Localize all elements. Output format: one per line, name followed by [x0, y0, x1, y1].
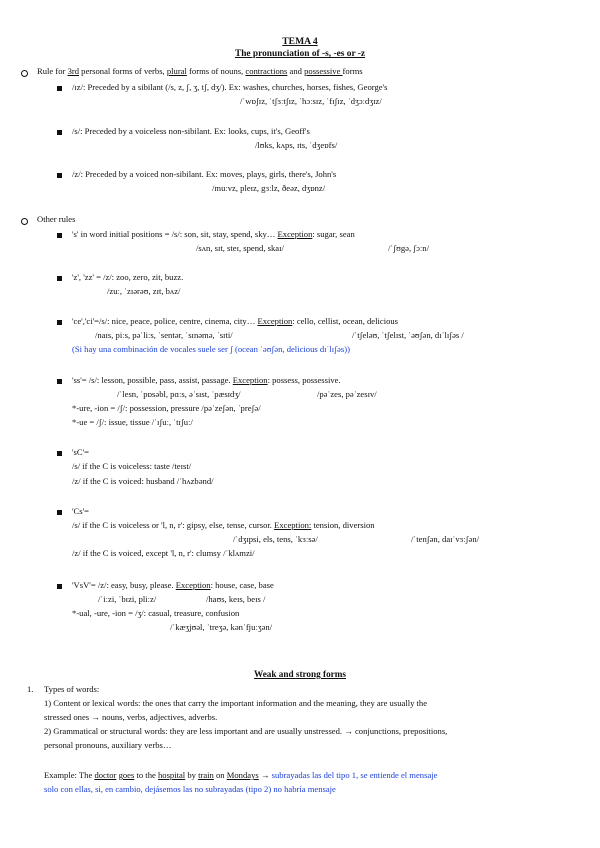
rule-vsv-sub: *-ual, -ure, -ion = /ʒ/: casual, treasure, confusion	[72, 608, 240, 618]
rule-ce-ci-exception-ipa: /ˈtʃeləʊ, ˈtʃelɪst, ˈəʊʃən, dɪˈlɪʃəs /	[352, 330, 464, 340]
circle-bullet-icon	[21, 218, 28, 225]
page-title: TEMA 4	[282, 36, 318, 47]
types-of-words: Types of words:	[44, 684, 100, 694]
rule-sc-voiceless: /s/ if the C is voiceless: taste /teɪst/	[72, 461, 192, 471]
s-ipa: /lʊks, kʌps, ɪts, ˈdʒeɒfs/	[255, 140, 338, 150]
rule-intro: Rule for 3rd personal forms of verbs, plural forms of nouns, contractions and possessive forms	[37, 66, 363, 76]
rule-cs-ipa: /ˈdʒɪpsi, els, tens, ˈkɜːsə/	[233, 534, 318, 544]
z-ipa: /muːvz, pleɪz, gɜːlz, ðeəz, dʒɒnz/	[212, 183, 326, 193]
square-bullet-icon	[57, 233, 62, 238]
page-subtitle: The pronunciation of -s, -es or -z	[234, 49, 366, 59]
rule-initial-s: 's' in word initial positions = /s/: son, sit, stay, spend, sky… Exception: sugar, sean	[72, 229, 355, 239]
iz-rule: /ɪz/: Preceded by a sibilant (/s, z, ʃ, ʒ, tʃ, dʒ/). Ex: washes, churches, horses, fishes, George's	[72, 82, 388, 92]
rule-ce-ci-note: (Si hay una combinación de vocales suele ser ʃ (ocean ˈəʊʃən, delicious dɪˈlɪʃəs))	[72, 344, 350, 354]
square-bullet-icon	[57, 86, 62, 91]
rule-ss-exception-ipa: /pəˈzes, pəˈzesɪv/	[317, 389, 377, 399]
content-words-line1: 1) Content or lexical words: the ones that carry the important information and the meaning, they are usually the	[44, 698, 428, 708]
square-bullet-icon	[57, 379, 62, 384]
square-bullet-icon	[57, 130, 62, 135]
iz-ipa: /ˈwɒʃɪz, ˈtʃɜːtʃɪz, ˈhɔːsɪz, ˈfɪʃɪz, ˈdʒɔːdʒɪz/	[240, 96, 382, 106]
square-bullet-icon	[57, 276, 62, 281]
circle-bullet-icon	[21, 70, 28, 77]
rule-initial-s-exception-ipa: /ˈʃʊgə, ʃɔːn/	[388, 243, 429, 253]
example-sentence: Example: The doctor goes to the hospital by train on Mondays → subrayadas las del tipo 1, se entiende el mensaje	[44, 770, 438, 780]
rule-ss-sub-ure-ion: *-ure, -ion = /ʃ/: possession, pressure /pəˈzeʃən, ˈpreʃə/	[72, 403, 261, 413]
rule-vsv-sub-ipa: /ˈkæʒjʊəl, ˈtreʒə, kənˈfjuːʒən/	[170, 622, 273, 632]
rule-vsv: 'VsV'= /z/: easy, busy, please. Exception: house, case, base	[72, 580, 274, 590]
example-explanation: solo con ellas, si, en cambio, dejásemos las no subrayadas (tipo 2) no habría mensaje	[44, 784, 336, 794]
rule-cs-exception-ipa: /ˈtenʃən, daɪˈvɜːʃən/	[411, 534, 480, 544]
rule-z-ipa: /zuː, ˈzɪərəʊ, zɪt, bʌz/	[107, 286, 181, 296]
square-bullet-icon	[57, 451, 62, 456]
rule-ss-sub-ue: *-ue = /ʃ/: issue, tissue /ˈɪʃuː, ˈtɪʃuː/	[72, 417, 193, 427]
rule-z: 'z', 'zz' = /z/: zoo, zero, zit, buzz.	[72, 272, 184, 282]
square-bullet-icon	[57, 320, 62, 325]
square-bullet-icon	[57, 173, 62, 178]
rule-cs: 'Cs'=	[72, 506, 90, 516]
grammatical-words-line2: personal pronouns, auxiliary verbs…	[44, 740, 172, 750]
rule-ss: 'ss'= /s/: lesson, possible, pass, assist, passage. Exception: possess, possessive.	[72, 375, 341, 385]
rule-ce-ci: 'ce','ci'=/s/: nice, peace, police, centre, cinema, city… Exception: cello, cellist, ocean, delicious	[72, 316, 399, 326]
weak-strong-heading: Weak and strong forms	[254, 669, 346, 679]
rule-sc-voiced: /z/ if the C is voiced: husband /ˈhʌzbənd/	[72, 476, 214, 486]
rule-ss-ipa: /ˈlesn, ˈpɒsəbl, pɑːs, əˈsɪst, ˈpæsɪdʒ/	[117, 389, 241, 399]
list-number: 1.	[27, 684, 34, 694]
z-rule: /z/: Preceded by a voiced non-sibilant. Ex: moves, plays, girls, there's, John's	[72, 169, 337, 179]
rule-cs-voiceless: /s/ if the C is voiceless or 'l, n, r': gipsy, else, tense, cursor. Exception: tension, diversion	[72, 520, 375, 530]
rule-vsv-exception-ipa: /haʊs, keɪs, beɪs /	[206, 594, 266, 604]
rule-vsv-ipa: /ˈiːzi, ˈbɪzi, pliːz/	[98, 594, 157, 604]
rule-cs-voiced: /z/ if the C is voiced, except 'l, n, r': clumsy /ˈklʌmzi/	[72, 548, 255, 558]
content-words-line2: stressed ones → nouns, verbs, adjectives, adverbs.	[44, 712, 218, 722]
other-rules-heading: Other rules	[37, 214, 76, 224]
rule-sc: 'sC'=	[72, 447, 90, 457]
square-bullet-icon	[57, 510, 62, 515]
s-rule: /s/: Preceded by a voiceless non-sibilant. Ex: looks, cups, it's, Geoff's	[72, 126, 310, 136]
grammatical-words-line1: 2) Grammatical or structural words: they are less important and are usually unstressed. → conjunctions, prepositions,	[44, 726, 448, 736]
rule-ce-ci-ipa: /naɪs, piːs, pəˈliːs, ˈsentər, ˈsɪnəmə, ˈsɪti/	[95, 330, 233, 340]
rule-initial-s-ipa: /sʌn, sɪt, steɪ, spend, skaɪ/	[196, 243, 284, 253]
square-bullet-icon	[57, 584, 62, 589]
